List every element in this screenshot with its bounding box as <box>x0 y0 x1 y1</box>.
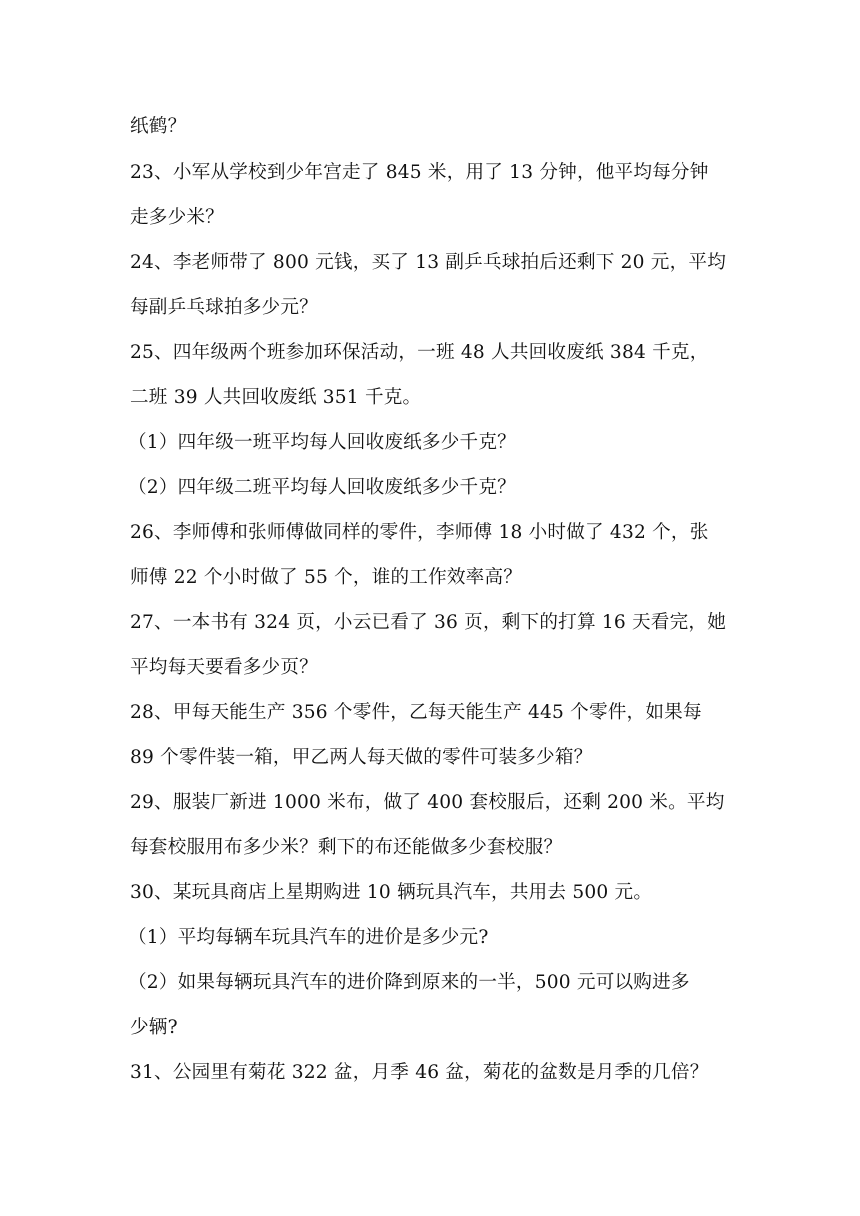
text-line: 师傅 22 个小时做了 55 个，谁的工作效率高？ <box>130 567 523 588</box>
text-line: 少辆? <box>130 1017 178 1038</box>
text-line: （2）四年级二班平均每人回收废纸多少千克？ <box>128 477 516 498</box>
text-line: 二班 39 人共回收废纸 351 千克。 <box>130 387 422 408</box>
text-line: 走多少米？ <box>130 207 224 228</box>
text-line: 27、一本书有 324 页，小云已看了 36 页，剩下的打算 16 天看完，她 <box>130 612 726 633</box>
text-line: 25、四年级两个班参加环保活动，一班 48 人共回收废纸 384 千克， <box>130 342 709 363</box>
text-line: （1）平均每辆车玩具汽车的进价是多少元? <box>128 927 489 948</box>
text-line: 纸鹤？ <box>130 116 187 137</box>
text-line: 29、服装厂新进 1000 米布，做了 400 套校服后，还剩 200 米。平均 <box>130 792 725 813</box>
text-line: 24、李老师带了 800 元钱，买了 13 副乒乓球拍后还剩下 20 元，平均 <box>130 252 726 273</box>
text-line: 31、公园里有菊花 322 盆，月季 46 盆，菊花的盆数是月季的几倍？ <box>130 1062 709 1083</box>
text-line: （2）如果每辆玩具汽车的进价降到原来的一半，500 元可以购进多 <box>128 972 690 993</box>
text-line: 28、甲每天能生产 356 个零件，乙每天能生产 445 个零件，如果每 <box>130 702 702 723</box>
text-line: 23、小军从学校到少年宫走了 845 米，用了 13 分钟，他平均每分钟 <box>130 162 709 183</box>
text-line: 26、李师傅和张师傅做同样的零件，李师傅 18 小时做了 432 个，张 <box>130 522 709 543</box>
text-line: 每副乒乓球拍多少元？ <box>130 297 318 318</box>
text-line: 89 个零件装一箱，甲乙两人每天做的零件可装多少箱？ <box>130 747 593 768</box>
text-line: 30、某玩具商店上星期购进 10 辆玩具汽车，共用去 500 元。 <box>130 882 653 903</box>
text-line: 每套校服用布多少米？剩下的布还能做多少套校服？ <box>130 837 563 858</box>
text-line: （1）四年级一班平均每人回收废纸多少千克？ <box>128 432 516 453</box>
text-line: 平均每天要看多少页？ <box>130 657 318 678</box>
